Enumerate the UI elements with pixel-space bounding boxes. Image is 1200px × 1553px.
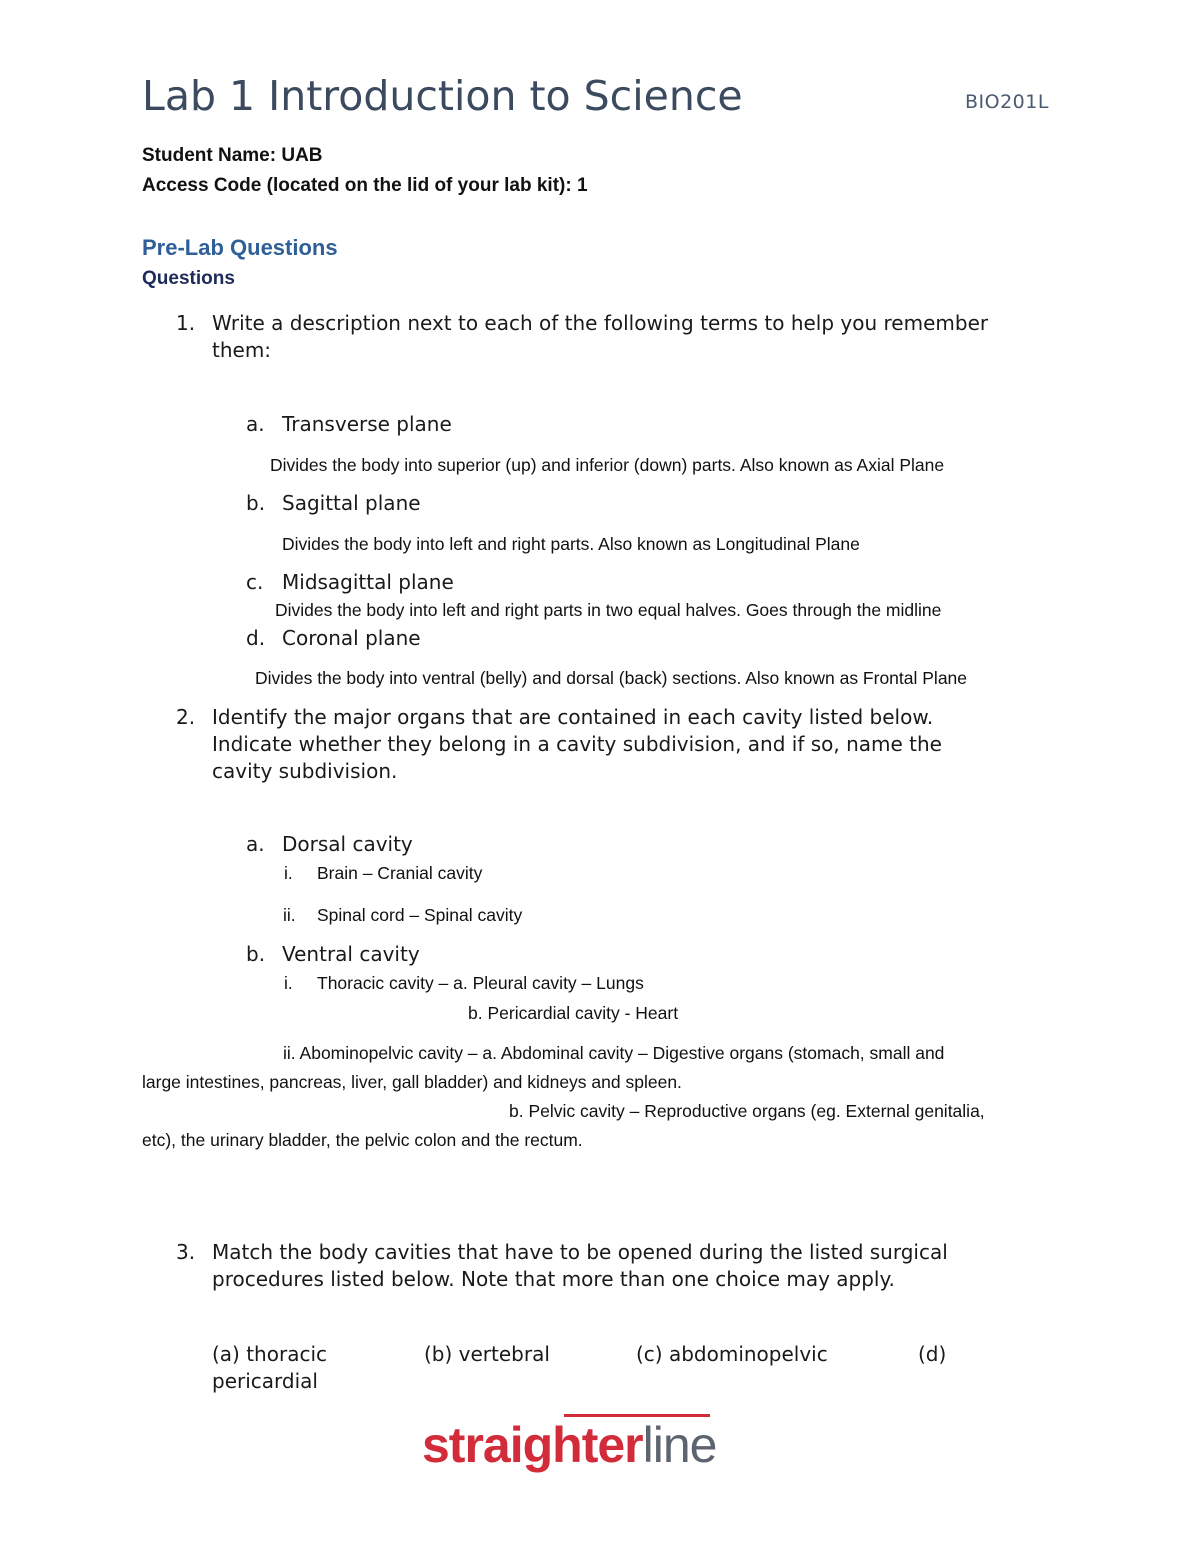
q2-ventral-ii-line: large intestines, pancreas, liver, gall bladder) and kidneys and spleen. <box>142 1072 682 1092</box>
q1-item-term: Coronal plane <box>282 626 421 650</box>
q2-ventral-ii-line: etc), the urinary bladder, the pelvic colon and the rectum. <box>142 1130 583 1150</box>
q2-dorsal-ii-text: Spinal cord – Spinal cavity <box>317 905 523 925</box>
q1-item-term: Midsagittal plane <box>282 570 454 594</box>
q2-dorsal-i-number: i. <box>284 863 293 883</box>
q1-item-letter: a. <box>246 412 265 436</box>
q2-ventral-ii-line: ii. Abominopelvic cavity – a. Abdominal cavity – Digestive organs (stomach, small and <box>283 1043 945 1063</box>
q2-dorsal-ii-number: ii. <box>283 905 296 925</box>
question-1-number: 1. <box>176 311 196 335</box>
q2-dorsal-label: Dorsal cavity <box>282 832 413 856</box>
question-2-number: 2. <box>176 705 196 729</box>
q2-ventral-label: Ventral cavity <box>282 942 420 966</box>
q1-item-term: Transverse plane <box>282 412 452 436</box>
q2-ventral-i-number: i. <box>284 973 293 993</box>
question-2-text-cont: cavity subdivision. <box>212 759 398 783</box>
question-2-text: Identify the major organs that are contained in each cavity listed below. <box>212 705 934 729</box>
q1-item-answer: Divides the body into left and right parts in two equal halves. Goes through the midline <box>275 600 942 620</box>
q3-choice-d-cont: pericardial <box>212 1369 318 1393</box>
logo-accent-line <box>564 1413 714 1419</box>
logo-text-bold: straighter <box>422 1417 643 1473</box>
section-subheading: Questions <box>142 268 235 289</box>
q2-ventral-i-text: Thoracic cavity – a. Pleural cavity – Lungs <box>317 973 644 993</box>
q1-item-answer: Divides the body into ventral (belly) and dorsal (back) sections. Also known as Frontal Plane <box>255 668 968 688</box>
straighterline-logo <box>422 1416 716 1474</box>
q2-dorsal-i-text: Brain – Cranial cavity <box>317 863 483 883</box>
logo-text-light: line <box>642 1417 717 1473</box>
q1-item-letter: d. <box>246 626 266 650</box>
q1-item-answer: Divides the body into superior (up) and inferior (down) parts. Also known as Axial Plane <box>270 455 945 475</box>
course-code: BIO201L <box>965 91 1049 113</box>
section-heading: Pre-Lab Questions <box>142 235 338 260</box>
question-1-text-cont: them: <box>212 338 272 362</box>
q2-ventral-ii-line: b. Pelvic cavity – Reproductive organs (eg. External genitalia, <box>509 1101 985 1121</box>
question-2-text-cont: Indicate whether they belong in a cavity subdivision, and if so, name the <box>212 732 942 756</box>
q3-choice-d: (d) <box>918 1342 947 1366</box>
q1-item-answer: Divides the body into left and right parts. Also known as Longitudinal Plane <box>282 534 860 554</box>
question-3-text-cont: procedures listed below. Note that more than one choice may apply. <box>212 1267 895 1291</box>
question-3-number: 3. <box>176 1240 196 1264</box>
document-title: Lab 1 Introduction to Science <box>142 72 743 120</box>
logo-accent-bar <box>564 1414 710 1417</box>
q1-item-term: Sagittal plane <box>282 491 421 515</box>
student-name-line: Student Name: UAB <box>142 145 323 166</box>
access-code-line: Access Code (located on the lid of your lab kit): 1 <box>142 175 588 196</box>
question-1-text: Write a description next to each of the following terms to help you remember <box>212 311 989 335</box>
q2-ventral-i-sub: b. Pericardial cavity - Heart <box>468 1003 679 1023</box>
question-3-text: Match the body cavities that have to be opened during the listed surgical <box>212 1240 948 1264</box>
q1-item-letter: c. <box>246 570 264 594</box>
q3-choice-a: (a) thoracic <box>212 1342 327 1366</box>
q3-choice-b: (b) vertebral <box>424 1342 550 1366</box>
q2-ventral-letter: b. <box>246 942 266 966</box>
q2-dorsal-letter: a. <box>246 832 265 856</box>
q3-choice-c: (c) abdominopelvic <box>636 1342 828 1366</box>
q1-item-letter: b. <box>246 491 266 515</box>
